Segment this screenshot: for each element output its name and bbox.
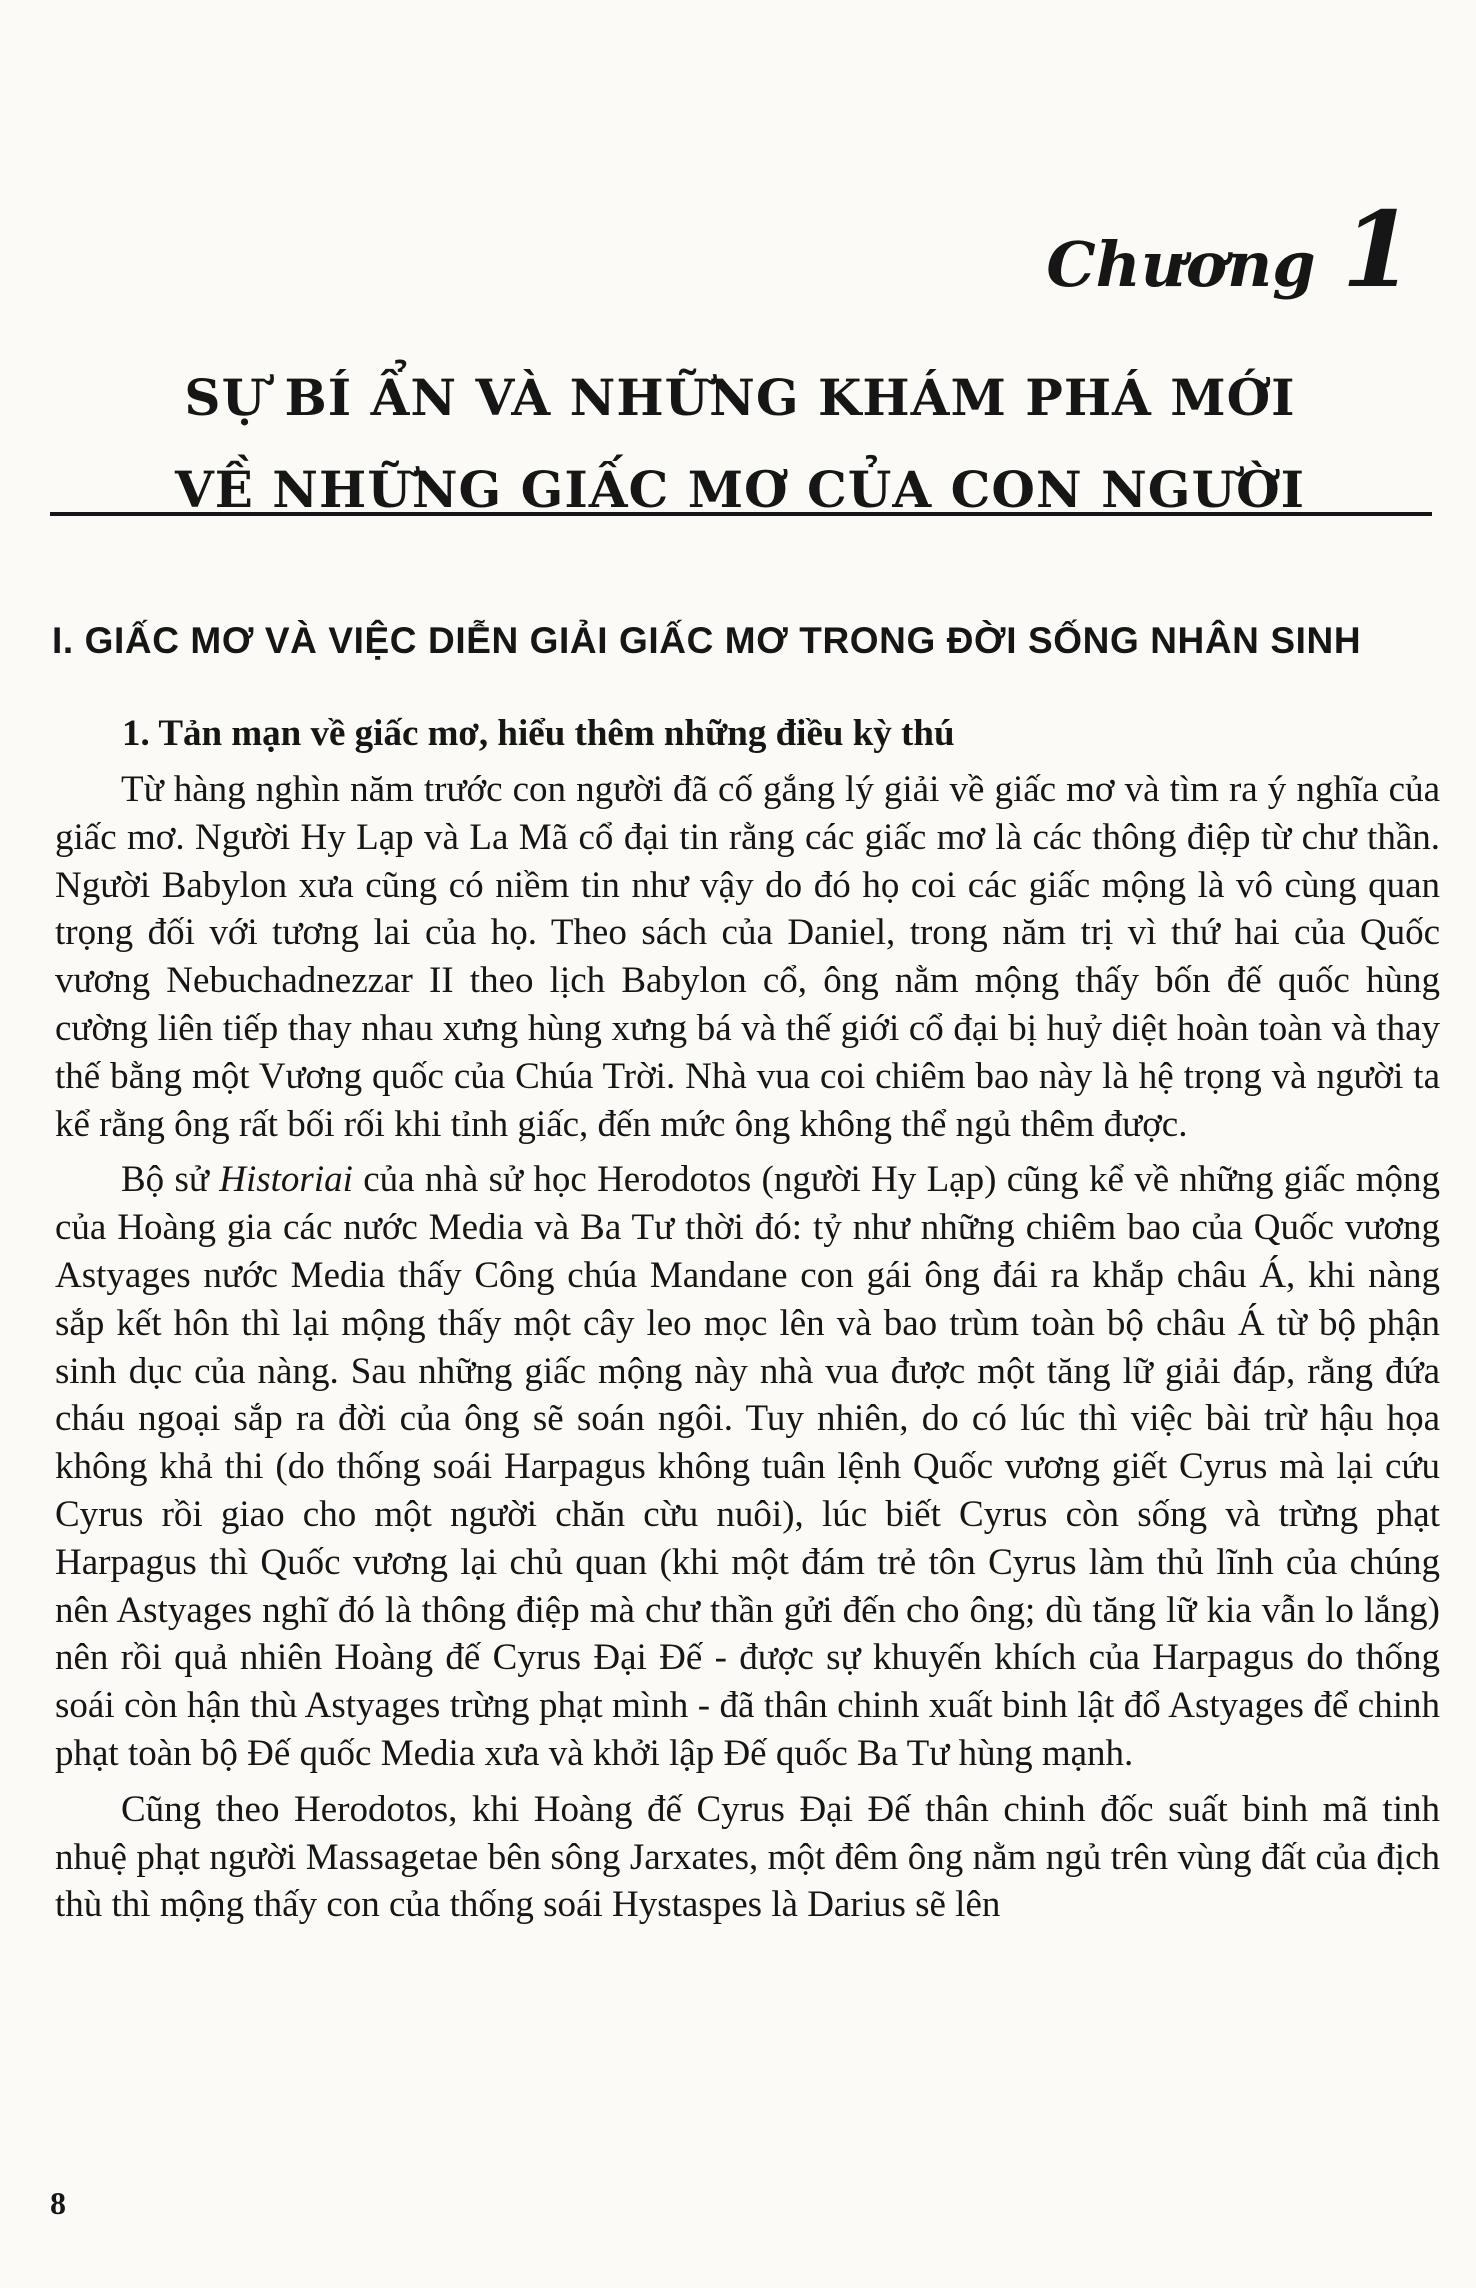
subsection-heading: 1. Tản mạn về giấc mơ, hiểu thêm những điều kỳ thú bbox=[122, 713, 955, 754]
paragraph-2 bbox=[55, 1156, 1440, 1777]
paragraph-2-start: Bộ sử bbox=[121, 1159, 220, 1201]
title-underline-rule bbox=[50, 512, 1432, 516]
book-title-historiai: Historiai bbox=[219, 1159, 353, 1201]
chapter-title-line-1: SỰ BÍ ẨN VÀ NHỮNG KHÁM PHÁ MỚI bbox=[184, 368, 1296, 427]
page-number: 8 bbox=[50, 2185, 66, 2221]
chapter-title-line-2: VỀ NHỮNG GIẤC MƠ CỦA CON NGƯỜI bbox=[174, 460, 1306, 519]
body-text bbox=[55, 766, 1440, 1929]
chapter-label bbox=[1046, 188, 1414, 311]
chapter-number: 1 bbox=[1341, 188, 1414, 311]
paragraph-3: Cũng theo Herodotos, khi Hoàng đế Cyrus Đại Đế thân chinh đốc suất binh mã tinh nhuệ phạt người Massagetae bên sông Jarxates, một đêm ông nằm ngủ trên vùng đất của địch thù thì mộng thấy con của thống soái Hystaspes là Darius sẽ lên bbox=[55, 1788, 1440, 1926]
section-heading: I. GIẤC MƠ VÀ VIỆC DIỄN GIẢI GIẤC MƠ TRONG ĐỜI SỐNG NHÂN SINH bbox=[52, 620, 1362, 661]
paragraph-2-rest: của nhà sử học Herodotos (người Hy Lạp) cũng kể về những giấc mộng của Hoàng gia các nước Media và Ba Tư thời đó: tỷ như những chiêm bao của Quốc vương Astyages nước Media thấy Công chúa Mandane con gái ông đái ra khắp châu Á, khi nàng sắp kết hôn thì lại mộng thấy một cây leo mọc lên và bao trùm toàn bộ châu Á từ bộ phận sinh dục của nàng. Sau những giấc mộng này nhà vua được một tăng lữ giải đáp, rằng đứa cháu ngoại sắp ra đời của ông sẽ soán ngôi. Tuy nhiên, do có lúc thì việc bài trừ hậu họa không khả thi (do thống soái Harpagus không tuân lệnh Quốc vương giết Cyrus mà lại cứu Cyrus rồi giao cho một người chăn cừu nuôi), lúc biết Cyrus còn sống và trừng phạt Harpagus thì Quốc vương lại chủ quan (khi một đám trẻ tôn Cyrus làm thủ lĩnh của chúng nên Astyages nghĩ đó là thông điệp mà chư thần gửi đến cho ông; dù tăng lữ kia vẫn lo lắng) nên rồi quả nhiên Hoàng đế Cyrus Đại Đế - được sự khuyến khích của Harpagus do thống soái còn hận thù Astyages trừng phạt mình - đã thân chinh xuất binh lật đổ Astyages để chinh phạt toàn bộ Đế quốc Media xưa và khởi lập Đế quốc Ba Tư hùng mạnh. bbox=[55, 1159, 1440, 1774]
paragraph-1: Từ hàng nghìn năm trước con người đã cố gắng lý giải về giấc mơ và tìm ra ý nghĩa của giấc mơ. Người Hy Lạp và La Mã cổ đại tin rằng các giấc mơ là các thông điệp từ chư thần. Người Babylon xưa cũng có niềm tin như vậy do đó họ coi các giấc mộng là vô cùng quan trọng đối với tương lai của họ. Theo sách của Daniel, trong năm trị vì thứ hai của Quốc vương Nebuchadnezzar II theo lịch Babylon cổ, ông nằm mộng thấy bốn đế quốc hùng cường liên tiếp thay nhau xưng hùng xưng bá và thế giới cổ đại bị huỷ diệt hoàn toàn và thay thế bằng một Vương quốc của Chúa Trời. Nhà vua coi chiêm bao này là hệ trọng và người ta kể rằng ông rất bối rối khi tỉnh giấc, đến mức ông không thể ngủ thêm được. bbox=[55, 769, 1440, 1145]
chapter-title bbox=[50, 352, 1430, 536]
chapter-word: Chương bbox=[1046, 228, 1316, 301]
